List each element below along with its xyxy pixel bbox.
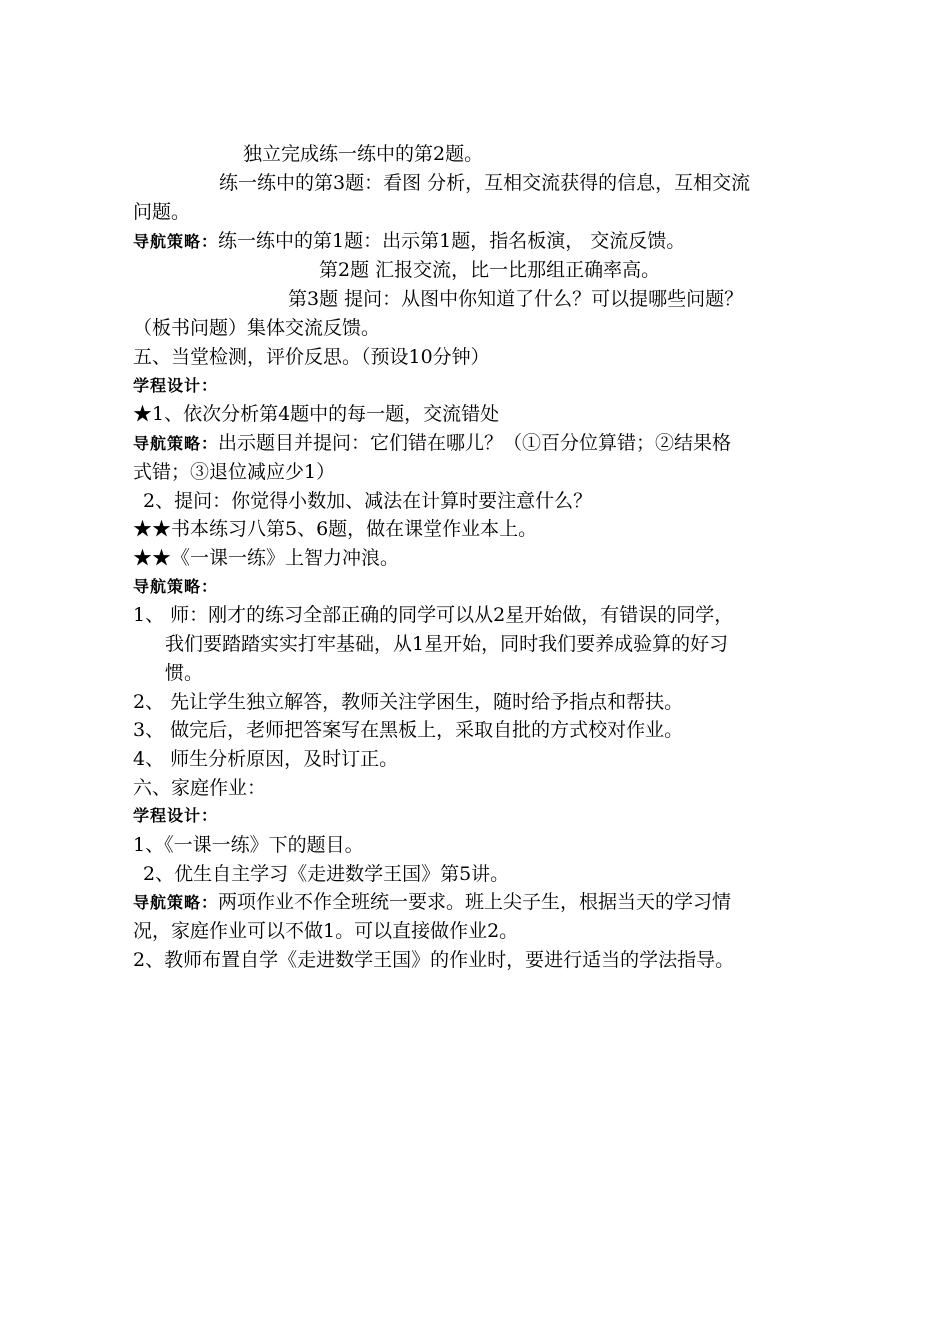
section-label: 导航策略： [133, 434, 219, 453]
text-line: 第2题 汇报交流，比一比那组正确率高。 [319, 259, 661, 281]
section-label: 学程设计： [133, 376, 219, 395]
list-item: 1、 师：刚才的练习全部正确的同学可以从2星开始做，有错误的同学， [133, 604, 734, 626]
text-line: 式错；③退位减应少1） [133, 461, 336, 483]
text-span: 练一练中的第1题：出示第1题，指名板演， 交流反馈。 [218, 230, 686, 252]
text-line: ★★书本练习八第5、6题，做在课堂作业本上。 [133, 518, 538, 540]
text-line: 练一练中的第3题：看图 分析，互相交流获得的信息，互相交流 [219, 172, 751, 194]
list-item: 4、 师生分析原因，及时订正。 [133, 748, 399, 770]
text-line: 2、提问：你觉得小数加、减法在计算时要注意什么？ [143, 490, 593, 512]
section-label: 导航策略： [133, 577, 219, 596]
text-line: （板书问题）集体交流反馈。 [133, 317, 381, 339]
list-item: 2、教师布置自学《走进数学王国》的作业时，要进行适当的学法指导。 [133, 949, 735, 971]
list-item: 2、优生自主学习《走进数学王国》第5讲。 [143, 863, 510, 885]
text-line: 惯。 [165, 662, 204, 684]
strategy-line [133, 227, 833, 256]
section-label: 导航策略： [133, 893, 219, 912]
section-label: 学程设计： [133, 806, 219, 825]
section-label: 导航策略： [133, 232, 219, 251]
strategy-line [133, 429, 833, 458]
text-line: ★1、依次分析第4题中的每一题，交流错处 [133, 403, 500, 425]
section-heading: 六、家庭作业： [133, 777, 267, 799]
text-span: 两项作业不作全班统一要求。班上尖子生，根据当天的学习情 [218, 891, 732, 913]
text-line: 独立完成练一练中的第2题。 [243, 143, 484, 165]
text-line: 我们要踏踏实实打牢基础，从1星开始，同时我们要养成验算的好习 [165, 633, 729, 655]
text-line: 况，家庭作业可以不做1。可以直接做作业2。 [133, 920, 519, 942]
list-item: 3、 做完后，老师把答案写在黑板上，采取自批的方式校对作业。 [133, 719, 684, 741]
text-line: 第3题 提问：从图中你知道了什么？可以提哪些问题？ [288, 288, 744, 310]
text-span: 出示题目并提问：它们错在哪儿？（①百分位算错；②结果格 [218, 432, 732, 454]
list-item: 2、 先让学生独立解答，教师关注学困生，随时给予指点和帮扶。 [133, 691, 684, 713]
section-heading: 五、当堂检测，评价反思。（预设10分钟） [133, 346, 490, 368]
list-item: 1、《一课一练》下的题目。 [133, 834, 364, 856]
text-line: 问题。 [133, 201, 191, 223]
strategy-line [133, 888, 833, 917]
text-line: ★★《一课一练》上智力冲浪。 [133, 547, 400, 569]
